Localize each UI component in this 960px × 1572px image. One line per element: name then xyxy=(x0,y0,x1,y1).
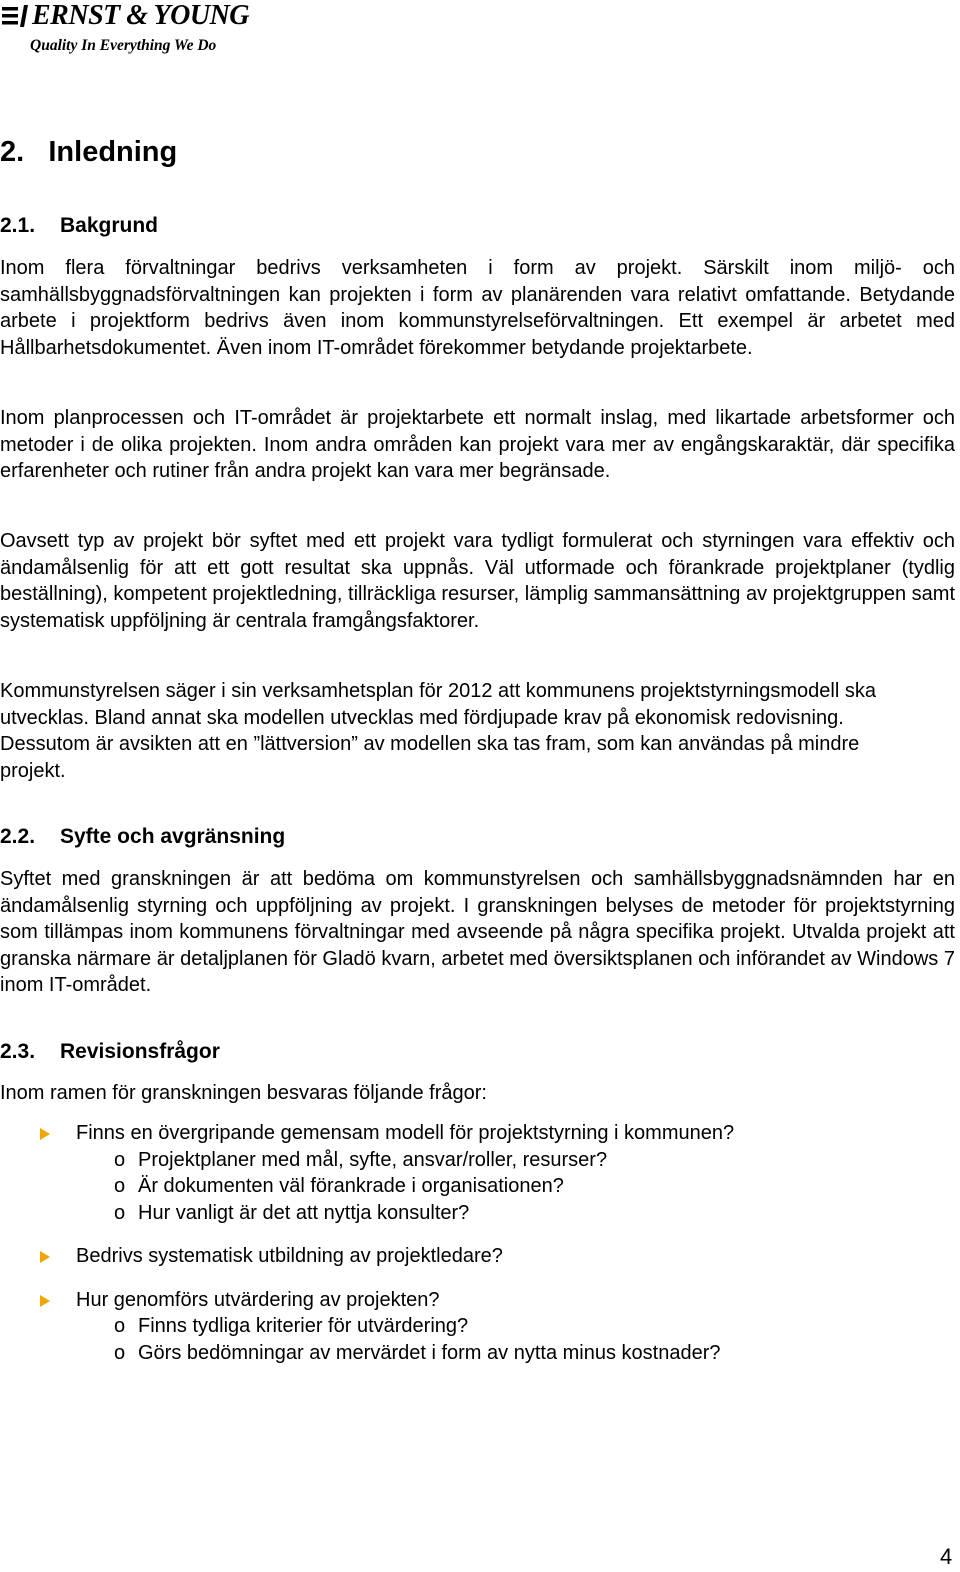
triangle-bullet-icon xyxy=(40,1251,50,1263)
questions-list xyxy=(0,1120,955,1366)
question-text: Finns en övergripande gemensam modell för projektstyrning i kommunen? xyxy=(76,1122,735,1144)
section-title: Syfte och avgränsning xyxy=(60,825,286,848)
sub-bullet: o xyxy=(114,1175,126,1197)
section-number: 2.2. xyxy=(0,825,36,848)
list-item xyxy=(0,1243,955,1270)
question-text: Hur genomförs utvärdering av projekten? xyxy=(76,1288,440,1311)
ey-logo-icon xyxy=(2,5,28,27)
company-tagline: Quality In Everything We Do xyxy=(30,37,217,54)
section-heading-syfte xyxy=(0,825,285,849)
sub-question-text: Finns tydliga kriterier för utvärdering? xyxy=(138,1315,469,1337)
section-heading-revisionsfragor xyxy=(0,1040,220,1064)
chapter-number: 2. xyxy=(0,136,25,168)
paragraph: Kommunstyrelsen säger i sin verksamhetsplan för 2012 att kommunens projektstyrningsmodell ska utvecklas. Bland annat ska modellen utvecklas med fördjupade krav på ekonomisk redovisning. Dessutom är avsikten att en ”lättversion” av modellen ska tas fram, som kan användas på mindre projekt. xyxy=(0,680,876,782)
sub-question-text: Är dokumenten väl förankrade i organisationen? xyxy=(138,1175,564,1197)
sub-list-item xyxy=(0,1173,955,1200)
sub-list-item xyxy=(0,1340,955,1367)
sub-question-text: Projektplaner med mål, syfte, ansvar/roller, resurser? xyxy=(138,1148,608,1171)
list-item xyxy=(0,1120,955,1147)
paragraph: Inom flera förvaltningar bedrivs verksamheten i form av projekt. Särskilt inom miljö- och samhällsbyggnadsförvaltningen kan projekten i form av planärenden vara relativt omfattande. Betydande arbete i projektform bedrivs även inom kommunstyrelseförvaltningen. Ett exempel är arbetet med Hållbarhetsdokumentet. Även inom IT-området förekommer betydande projektarbete. xyxy=(0,257,955,359)
section-title: Bakgrund xyxy=(60,214,159,237)
company-name: ERNST & YOUNG xyxy=(32,0,250,31)
sub-question-text: Hur vanligt är det att nyttja konsulter? xyxy=(138,1201,470,1224)
sub-question-text: Görs bedömningar av mervärdet i form av nytta minus kostnader? xyxy=(138,1341,721,1364)
section-number: 2.1. xyxy=(0,214,36,237)
list-item xyxy=(0,1287,955,1314)
sub-bullet: o xyxy=(114,1315,126,1337)
paragraph: Oavsett typ av projekt bör syftet med ett projekt vara tydligt formulerat och styrningen vara effektiv och ändamålsenlig för att ett gott resultat ska uppnås. Väl utformade och förankrade projektplaner (tydlig beställning), kompetent projektledning, tillräckliga resurser, lämplig sammansättning av projektgruppen samt systematisk uppföljning är centrala framgångsfaktorer. xyxy=(0,530,955,632)
sub-list-item xyxy=(0,1313,955,1340)
chapter-heading xyxy=(0,136,177,169)
paragraph: Inom planprocessen och IT-området är projektarbete ett normalt inslag, med likartade arbetsformer och metoder i de olika projekten. Inom andra områden kan projekt vara mer av engångskaraktär, där specifika erfarenheter och rutiner från andra projekt kan vara mer begränsade. xyxy=(0,407,955,482)
sub-bullet: o xyxy=(114,1148,126,1171)
sub-bullet: o xyxy=(114,1341,126,1364)
paragraph: Syftet med granskningen är att bedöma om kommunstyrelsen och samhällsbyggnadsnämnden har en ändamålsenlig styrning och uppföljning av projekt. I granskningen belyses de metoder för projektstyrning som tillämpas inom kommunens förvaltningar med avseende på några specifika projekt. Utvalda projekt att granska närmare är detaljplanen för Gladö kvarn, arbetet med översiktsplanen och införandet av Windows 7 inom IT-området. xyxy=(0,868,955,996)
sub-list-item xyxy=(0,1147,955,1174)
page-number: 4 xyxy=(940,1544,953,1569)
section-title: Revisionsfrågor xyxy=(60,1040,220,1063)
question-text: Bedrivs systematisk utbildning av projektledare? xyxy=(76,1245,503,1267)
sub-bullet: o xyxy=(114,1201,126,1224)
paragraph: Inom ramen för granskningen besvaras följande frågor: xyxy=(0,1082,487,1104)
company-logo xyxy=(0,0,260,60)
sub-list-item xyxy=(0,1200,955,1227)
section-heading-bakgrund xyxy=(0,214,158,238)
chapter-title: Inledning xyxy=(48,136,178,168)
triangle-bullet-icon xyxy=(40,1128,50,1140)
section-number: 2.3. xyxy=(0,1040,36,1063)
triangle-bullet-icon xyxy=(40,1295,50,1307)
